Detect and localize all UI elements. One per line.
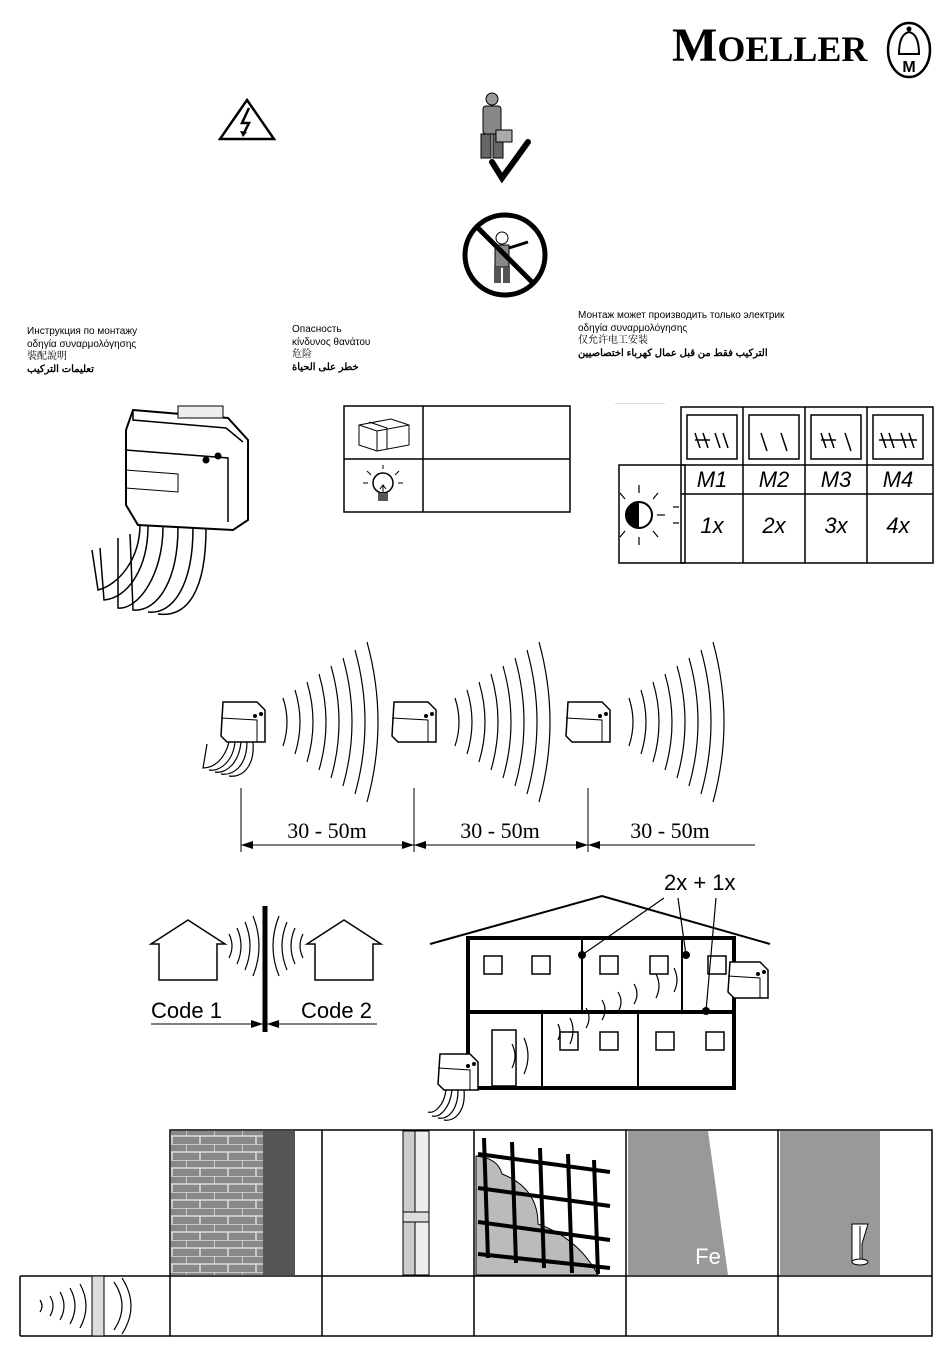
blink-4x-label: 4x xyxy=(886,513,910,538)
distance-label-1: 30 - 50m xyxy=(287,818,367,843)
mirror-glass-icon xyxy=(780,1131,880,1275)
supply-scope-table xyxy=(343,405,573,515)
blink-1x-label: 1x xyxy=(700,513,724,538)
install-instructions-text: Инструкция по монтажу οδηγία συναρμολόγησης 裝配說明 تعليمات التركيب xyxy=(27,326,138,375)
mode-m3-label: M3 xyxy=(820,467,852,492)
blink-3x-label: 3x xyxy=(824,513,848,538)
light-dark-icon xyxy=(620,485,679,545)
brand-wordmark: MOELLER xyxy=(672,19,868,72)
mode-m2-label: M2 xyxy=(758,467,790,492)
qualified-electrician-icon xyxy=(470,90,540,186)
distance-label-3: 30 - 50m xyxy=(630,818,710,843)
house-repeater-diagram xyxy=(420,860,780,1130)
fe-label: Fe xyxy=(695,1244,721,1269)
mode-m1-label: M1 xyxy=(696,467,728,492)
no-unqualified-person-icon xyxy=(460,212,550,300)
reinforced-concrete-icon xyxy=(476,1138,610,1275)
plasterboard-icon xyxy=(324,1131,429,1275)
high-voltage-warning-icon xyxy=(218,98,276,142)
mode-table xyxy=(615,403,935,565)
moeller-bell-logo-icon xyxy=(885,20,935,80)
metal-sheet-icon xyxy=(628,1131,728,1275)
actuator-device-illustration xyxy=(78,400,268,620)
materials-table xyxy=(18,1128,934,1338)
code-2-label: Code 2 xyxy=(301,998,372,1023)
electrician-only-text: Монтаж может производить только электрик οδηγία συναρμολόγησης 仅允许电工安装 التركيب فقط من قبل عمال كهرباء اختصاصيين xyxy=(578,310,785,359)
distance-label-2: 30 - 50m xyxy=(460,818,540,843)
danger-text: Опасность κίνδυνος θανάτου 危险 خطر على الحياة xyxy=(292,324,371,373)
hop-count-label: 2x + 1x xyxy=(664,870,736,895)
package-icon xyxy=(359,419,409,451)
signal-attenuation-icon xyxy=(40,1276,131,1336)
code-separation-diagram xyxy=(145,900,385,1035)
svg-text:M: M xyxy=(902,59,916,76)
range-diagram xyxy=(195,640,755,860)
radio-waves-icon xyxy=(283,642,724,802)
brick-wall-icon xyxy=(171,1131,295,1275)
mode-m4-label: M4 xyxy=(882,467,914,492)
blink-2x-label: 2x xyxy=(762,513,786,538)
code-1-label: Code 1 xyxy=(151,998,222,1023)
